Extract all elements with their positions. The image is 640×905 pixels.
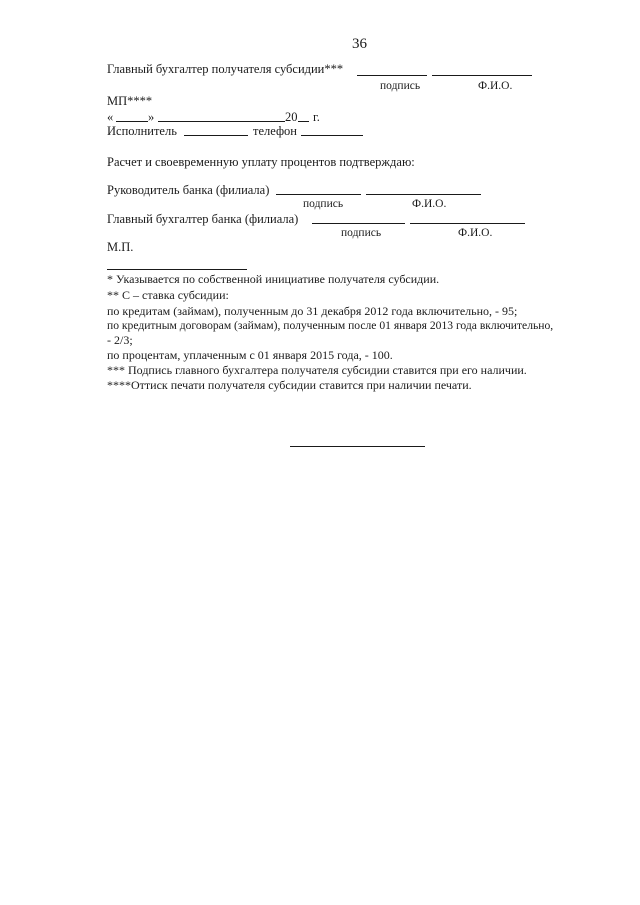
executor-phone-label: телефон — [253, 124, 297, 138]
footnote-8: ****Оттиск печати получателя субсидии ставится при наличии печати. — [107, 378, 472, 392]
footnote-6: по процентам, уплаченным с 01 января 2015 года, - 100. — [107, 348, 393, 362]
recipient-accountant-label: Главный бухгалтер получателя субсидии*** — [107, 62, 344, 76]
bank-head-label: Руководитель банка (филиала) — [107, 183, 270, 197]
footnote-7: *** Подпись главного бухгалтера получателя субсидии ставится при его наличии. — [107, 363, 527, 377]
bank-accountant-label: Главный бухгалтер банка (филиала) — [107, 212, 299, 226]
end-separator — [290, 446, 425, 447]
confirm-text: Расчет и своевременную уплату процентов подтверждаю: — [107, 155, 415, 169]
page-number: 36 — [352, 36, 367, 52]
date-year-suffix: г. — [313, 110, 320, 124]
recipient-accountant-name-line — [432, 75, 532, 76]
bank-head-signature-caption: подпись — [303, 198, 344, 210]
bank-accountant-name-caption: Ф.И.О. — [458, 227, 493, 239]
date-day-line — [116, 121, 148, 122]
footnote-1: * Указывается по собственной инициативе получателя субсидии. — [107, 272, 440, 286]
recipient-accountant-signature-caption: подпись — [380, 80, 421, 92]
footnote-4: по кредитным договорам (займам), полученным после 01 января 2013 года включительно, — [107, 319, 554, 332]
bank-accountant-signature-line — [312, 223, 405, 224]
bank-head-name-line — [366, 194, 481, 195]
date-close-quote: » — [148, 110, 155, 124]
recipient-accountant-signature-line — [357, 75, 427, 76]
date-year-prefix: 20 — [285, 110, 298, 124]
footnote-separator — [107, 269, 247, 270]
footnote-5: - 2/3; — [107, 333, 133, 347]
stamp-label: МП**** — [107, 94, 153, 108]
date-month-line — [158, 121, 285, 122]
bank-accountant-name-line — [410, 223, 525, 224]
bank-accountant-signature-caption: подпись — [341, 227, 382, 239]
executor-phone-line — [301, 135, 363, 136]
bank-stamp-label: М.П. — [107, 240, 134, 254]
footnote-2: ** С – ставка субсидии: — [107, 288, 229, 302]
date-year-line — [298, 121, 309, 122]
footnote-3: по кредитам (займам), полученным до 31 декабря 2012 года включительно, - 95; — [107, 304, 518, 318]
executor-label: Исполнитель — [107, 124, 177, 138]
date-open-quote: « — [107, 110, 114, 124]
recipient-accountant-name-caption: Ф.И.О. — [478, 80, 513, 92]
bank-head-signature-line — [276, 194, 361, 195]
bank-head-name-caption: Ф.И.О. — [412, 198, 447, 210]
executor-line — [184, 135, 248, 136]
